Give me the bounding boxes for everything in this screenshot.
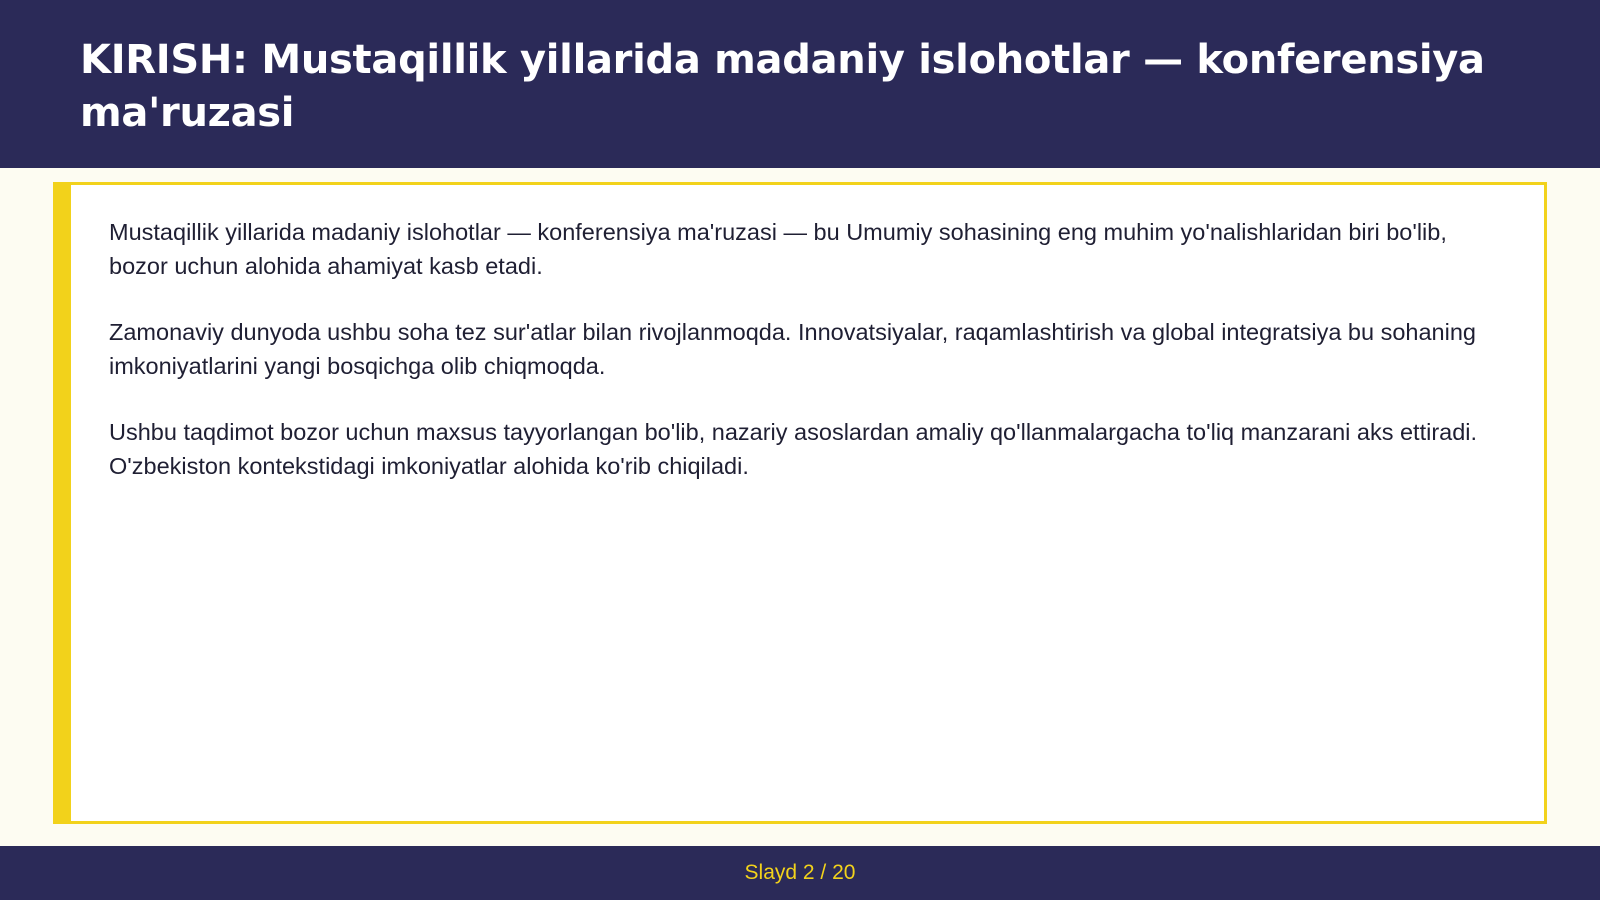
content-card — [53, 182, 1547, 824]
slide-title: KIRISH: Mustaqillik yillarida madaniy islohotlar — konferensiya ma'ruzasi — [80, 37, 1485, 136]
body-paragraph: Ushbu taqdimot bozor uchun maxsus tayyorlangan bo'lib, nazariy asoslardan amaliy qo'llanmalargacha to'liq manzarani aks ettiradi. O'zbekiston kontekstidagi imkoniyatlar alohida ko'rib chiqiladi. — [109, 419, 1478, 479]
slide-footer — [0, 846, 1600, 900]
slide-header — [0, 0, 1600, 168]
body-paragraph: Zamonaviy dunyoda ushbu soha tez sur'atlar bilan rivojlanmoqda. Innovatsiyalar, raqamlashtirish va global integratsiya bu sohaning imkoniyatlarini yangi bosqichga olib chiqmoqda. — [109, 319, 1476, 379]
slide-counter: Slayd 2 / 20 — [744, 861, 856, 884]
body-paragraph: Mustaqillik yillarida madaniy islohotlar — konferensiya ma'ruzasi — bu Umumiy sohasining eng muhim yo'nalishlaridan biri bo'lib, bozor uchun alohida ahamiyat kasb etadi. — [109, 219, 1447, 279]
